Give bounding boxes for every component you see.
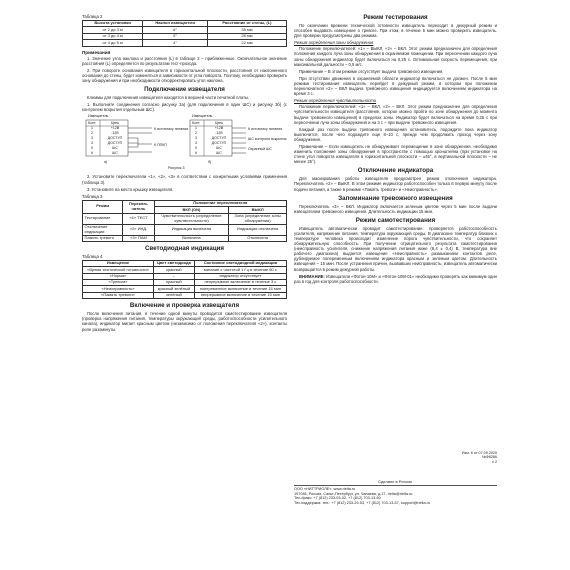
- table-cell: Включена: [154, 235, 229, 241]
- table-cell: «Время технической готовности»: [83, 267, 154, 273]
- connect-heading: Подключение извещателя: [144, 86, 225, 94]
- test-heading: Режим тестирования: [363, 14, 428, 21]
- contact-line: Тех.поддержка: тел.: +7 (812) 233-29-53, +7 (812) 703-13-57, support@rielta.ru: [294, 500, 431, 505]
- diagram-pin: 4: [91, 141, 93, 146]
- table-cell: мигание с частотой 1 Гц в течение 60 с: [194, 267, 286, 273]
- table-cell: попеременное включение в течение 15 мин: [194, 286, 286, 292]
- table-cell: Индикация отключена: [229, 224, 287, 235]
- right-column: [294, 14, 497, 286]
- diagram-circuit: -12В: [215, 131, 223, 136]
- table-cell: от 2 до 3 м: [83, 27, 143, 33]
- diagram-pin: 6: [91, 151, 93, 156]
- contact-line: 197046, Россия, Санкт-Петербург, ул. Чапаева, д.17, rielta@rielta.ru: [294, 491, 413, 496]
- sens-paragraph-2: Каждый раз после выдачи тревожного извещения остановитесь, подождите пока индикатор выключится, после чего подождите еще 8–10 с, прежде чем продолжить проход через зону обнаружения.: [294, 126, 497, 142]
- table-cell: от 3 до 4 м: [83, 33, 143, 39]
- diagram-pin: 1: [195, 126, 197, 131]
- table3-header: Положение переключателя: [154, 200, 286, 206]
- diagram-circuit: ШС: [216, 151, 222, 156]
- diagram-b-alarm-label: Охранный ШС: [248, 147, 272, 152]
- diagram-pin: 3: [195, 136, 197, 141]
- diagram-circuit: ДОСТУП: [211, 141, 227, 146]
- table-cell: Память тревоги: [83, 235, 123, 241]
- diagram-pin: 2: [195, 131, 197, 136]
- table-cell: 4°: [143, 40, 208, 46]
- poweron-heading: Включение и проверка извещателя: [129, 302, 240, 310]
- table-cell: Отключение индикации: [83, 224, 123, 235]
- sens-paragraph: Положение переключателей: «1» – ВКЛ, «2» – ВКЛ. Этот режим предназначен для определения чувствительности извещателя (расстояние, которое можно пройти по зоне обнаружения до момента выдачи тревожного извещения) в пределах зоны. Индикатор будет включаться на время 0,25 с при пересечении луча зоны обнаружения и на 3 с – при выдаче тревожного извещения.: [294, 104, 497, 125]
- led-heading: Светодиодная индикация: [144, 244, 225, 252]
- table-cell: Чувствительность (определение чувствительности): [154, 213, 229, 224]
- table-cell: зелёный: [153, 292, 194, 298]
- table2-caption: Таблица 2: [82, 14, 103, 19]
- diagram-pin: 1: [91, 126, 93, 131]
- made-in-russia: Сделано в России: [378, 479, 412, 484]
- after-diagram-paragraph: 3. Установите на место крышку извещателя.: [87, 186, 174, 192]
- table3: [82, 200, 287, 242]
- zone-subheading: Режим определения зоны обнаружения: [294, 40, 374, 46]
- diagram-col-header: Цепь: [110, 121, 120, 126]
- table-cell: непрерывное включение в течение 3 с: [194, 280, 286, 286]
- note2-paragraph: Примечание – Если извещатель не обнаруживает перемещение в зоне обнаружения, необходимо изменить положение зоны обнаружения в пространстве с помощью кронштейна (при установке на стене угол поворота извещателя в горизонтальной плоскости – ±45°, в вертикальной плоскости – не менее 25°).: [294, 143, 497, 165]
- table-cell: «2» ИНД.: [123, 224, 154, 235]
- revision-line: с.2: [492, 459, 497, 464]
- table-cell: «Тревога»: [83, 280, 154, 286]
- table4-header: Состояние светодиодной индикации: [194, 260, 286, 266]
- zone-paragraph: Положение переключателей: «1» – ВЫКЛ, «2» – ВКЛ. Этот режим предназначен для определения положения каждого луча зоны обнаружения в охраняемом помещении. При пересечении каждого луча зоны обнаружения индикатор будет включаться на 0,25 с. Оптимальная скорость перемещения, при максимальной дальности – 0,5 м/с.: [294, 46, 497, 67]
- diagram-circuit: ДОСТУП: [107, 136, 123, 141]
- company-contacts: [294, 487, 497, 505]
- table-cell: Зона (определение зоны обнаружения): [229, 213, 287, 224]
- table-cell: непрерывное включение в течение 15 мин: [194, 292, 286, 298]
- diagram-pin: 3: [91, 136, 93, 141]
- table3-caption: Таблица 3: [82, 193, 103, 199]
- diagram-circuit: ДОСТУП: [211, 136, 227, 141]
- diagram-a-ppk-label: К ППКП: [154, 143, 167, 148]
- diagram-b-sublabel: б): [208, 160, 212, 165]
- note1-paragraph: Примечание – В этом режиме отсутствует выдача тревожного извещения.: [299, 68, 444, 74]
- poweron-paragraph: После включения питания, в течение одной минуты проводится самотестирование извещателя (проверка напряжения питания, температуры окружающей среды, работоспособности усилительного канала), индикатор мигает красным цветом (независимо от положения переключателя «2»), контакты реле разомкнуты.: [82, 311, 287, 332]
- table-cell: Тестирование: [83, 213, 123, 224]
- table-cell: индикатор отсутствует: [194, 273, 286, 279]
- table-cell: Отключена: [229, 235, 287, 241]
- diagram-circuit: +12В: [214, 126, 224, 131]
- selftest-heading: Режим самотестирования: [355, 216, 436, 224]
- diagram-circuit: +12В: [110, 126, 120, 131]
- contact-line: Тел./факс: +7 (812) 233-03-02, +7 (812) 703-13-60: [294, 496, 381, 501]
- diagram-pin: 5: [91, 146, 93, 151]
- warning-label: ВНИМАНИЕ:: [299, 273, 325, 279]
- table2: [82, 20, 287, 47]
- revision-info: [442, 451, 497, 464]
- diagram-circuit: ДОСТУП: [107, 141, 123, 146]
- warning-text: Извещатели «Фотон-10М» и «Фотон-10М-01» необходимо проверять как минимум один раз в год для контроля работоспособности.: [294, 273, 497, 284]
- diagram-a-sublabel: а): [104, 160, 108, 165]
- diagram-a-power-label: К источнику питания: [154, 127, 189, 132]
- test-paragraph: По окончании времени технической готовности извещатель переходит в дежурный режим и способен выдавать извещение о тревоге. При этом, в течение 5 мин можно проверить извещатель. Для проверки предусмотрены два режима.: [294, 23, 497, 39]
- diagram-a-wire: [128, 138, 138, 147]
- table-cell: 6°: [143, 27, 208, 33]
- note-paragraph: 2. При повороте основания извещателя в горизонтальной плоскости, расстояния от наклоненного основания до стены, будет изменяться в зависимости от угла поворота. Поэтому, необходимо проверить зону обнаружения и при необходимости откорректировать угол наклона.: [82, 67, 287, 84]
- footer-divider: [294, 485, 497, 486]
- diagram-col-header: Конт.: [87, 121, 97, 126]
- table-cell: –: [153, 273, 194, 279]
- table-row: [83, 213, 287, 224]
- table-row: [83, 40, 287, 46]
- after-diagram-paragraph: 2. Установите переключатели «1», «2», «3» в соответствии с конкретными условиями применения (таблица 3).: [82, 174, 287, 185]
- table-cell: Индикация включена: [154, 224, 229, 235]
- memory-paragraph: Переключатель «3» – ВКЛ. Индикатор включается зеленым цветом через 5 мин после выдачи извещателем тревожного извещения. Длительность индикации 15 мин.: [294, 203, 497, 214]
- diagram-col-header: Конт.: [191, 121, 201, 126]
- warning-paragraph: [294, 274, 497, 284]
- diagram-pin: 4: [195, 141, 197, 146]
- table2-header: Наклон извещателя: [143, 21, 208, 27]
- note-paragraph: 1. Значение угла наклона и расстояния (L) в таблице 2 – приближенные. Окончательное значение расстояния (L) определяется по результатам тест-прохода.: [82, 55, 287, 66]
- diagram-b-tamper-label: ШС контроля вскрытия: [248, 137, 287, 142]
- table3-header: Режим: [83, 200, 123, 213]
- figure-caption: Рисунок 3: [168, 166, 185, 171]
- table3-header: ВКЛ (ON): [154, 207, 229, 213]
- table3-header: Переклю-чатель: [123, 200, 154, 213]
- table4-header: Цвет светодиода: [153, 260, 194, 266]
- table-cell: красный: [153, 267, 194, 273]
- diagram-b-power-label: К источнику питания: [248, 127, 283, 132]
- table-row: [83, 235, 287, 241]
- table4-header: Извещение: [83, 260, 154, 266]
- diagram-circuit: ШС: [112, 151, 118, 156]
- table4: [82, 260, 287, 299]
- wiring-diagram: [82, 114, 287, 172]
- table-cell: 5°: [143, 33, 208, 39]
- table-cell: «Норма»: [83, 273, 154, 279]
- table-cell: красный зелёный: [153, 286, 194, 292]
- table2-header: Расстояние от стены, (L): [207, 21, 286, 27]
- diagram-a-title: Извещатель: [88, 114, 109, 119]
- selftest-paragraph: Извещатель автоматически проводит самотестирование: проверяется работоспособность усилителя, напряжение питания, температура окружающей среды. В диапазоне температур близких к температуре человека происходит изменение порога чувствительности, что сохраняет обнаружительную способность. При получении отрицательного результата самотестирования (неисправность усилителя, снижение напряжения питания ниже (8,4 ± 0,4) В, температура вне рабочего диапазона) выдается извещение «Неисправность» размыканием контактов реле, дублируемое попеременным включением индикатора красным и зеленым цветом. Длительность извещения – 15 мин. После устранения причин, вызвавших неисправность, извещатель автоматически возвращается в режим дежурной работы.: [294, 225, 497, 272]
- table-cell: красный: [153, 280, 194, 286]
- diagram-circuit: ШС: [216, 146, 222, 151]
- revision-line: №Ф8286: [482, 455, 497, 460]
- sens-subheading: Режим определения чувствительности: [294, 98, 377, 104]
- table2-header: Высота установки: [83, 21, 143, 27]
- diagram-pin: 2: [91, 131, 93, 136]
- table4-caption: Таблица 4: [82, 253, 103, 259]
- connect-paragraph: 1. Выполните соединения согласно рисунку 3а) (для подключения в один ШС) и рисунку 3б) (с контролем вскрытия отдельным ШС).: [82, 102, 287, 113]
- table-cell: 22 мм: [207, 40, 286, 46]
- ind-off-heading: Отключение индикатора: [357, 167, 434, 175]
- memory-heading: Запоминание тревожного извещения: [338, 194, 453, 202]
- table-cell: «3» ПАМ: [123, 235, 154, 241]
- table-cell: «Неисправность»: [83, 286, 154, 292]
- diagram-circuit: -12В: [111, 131, 119, 136]
- table-cell: «1» ТЕСТ: [123, 213, 154, 224]
- connect-paragraph: Клеммы для подключения извещателя находятся в верхней части печатной платы.: [87, 95, 250, 101]
- left-column: [82, 14, 287, 334]
- ind-off-paragraph: Для маскирования работы извещателя предусмотрен режим отключения индикатора. Переключатель «2» – ВЫКЛ. В этом режиме индикатор работоспособен только в первую минуту после подачи питания, а также в режиме «Память тревоги» и «Неисправность».: [294, 176, 497, 192]
- contact-line: ООО «НИТТРИОЛЕ», www.rielta.ru: [294, 487, 356, 491]
- diagram-col-header: Цепь: [214, 121, 224, 126]
- revision-line: Изм. 6 от 07.09.2020: [461, 451, 497, 455]
- table-cell: «Память тревоги»: [83, 292, 154, 298]
- table-cell: от 4 до 5 м: [83, 40, 143, 46]
- table-cell: 35 мм: [207, 27, 286, 33]
- table-row: [83, 292, 287, 298]
- notes-title: Примечания: [82, 49, 111, 55]
- note1-rest-paragraph: При отсутствии движения в охраняемой области индикатор включаться не должен. После 5 мин режима тестирования извещатель перейдет в дежурный режим, в котором при положении переключателя «2» – ВКЛ выдача тревожного извещения индицируется включением индикатора на время 3 с.: [294, 75, 497, 97]
- table3-header: ВЫКЛ: [229, 207, 287, 213]
- diagram-pin: 5: [195, 146, 197, 151]
- table-cell: 28 мм: [207, 33, 286, 39]
- table-row: [83, 224, 287, 235]
- diagram-circuit: ШС: [112, 146, 118, 151]
- diagram-pin: 6: [195, 151, 197, 156]
- diagram-b-title: Извещатель: [192, 114, 213, 119]
